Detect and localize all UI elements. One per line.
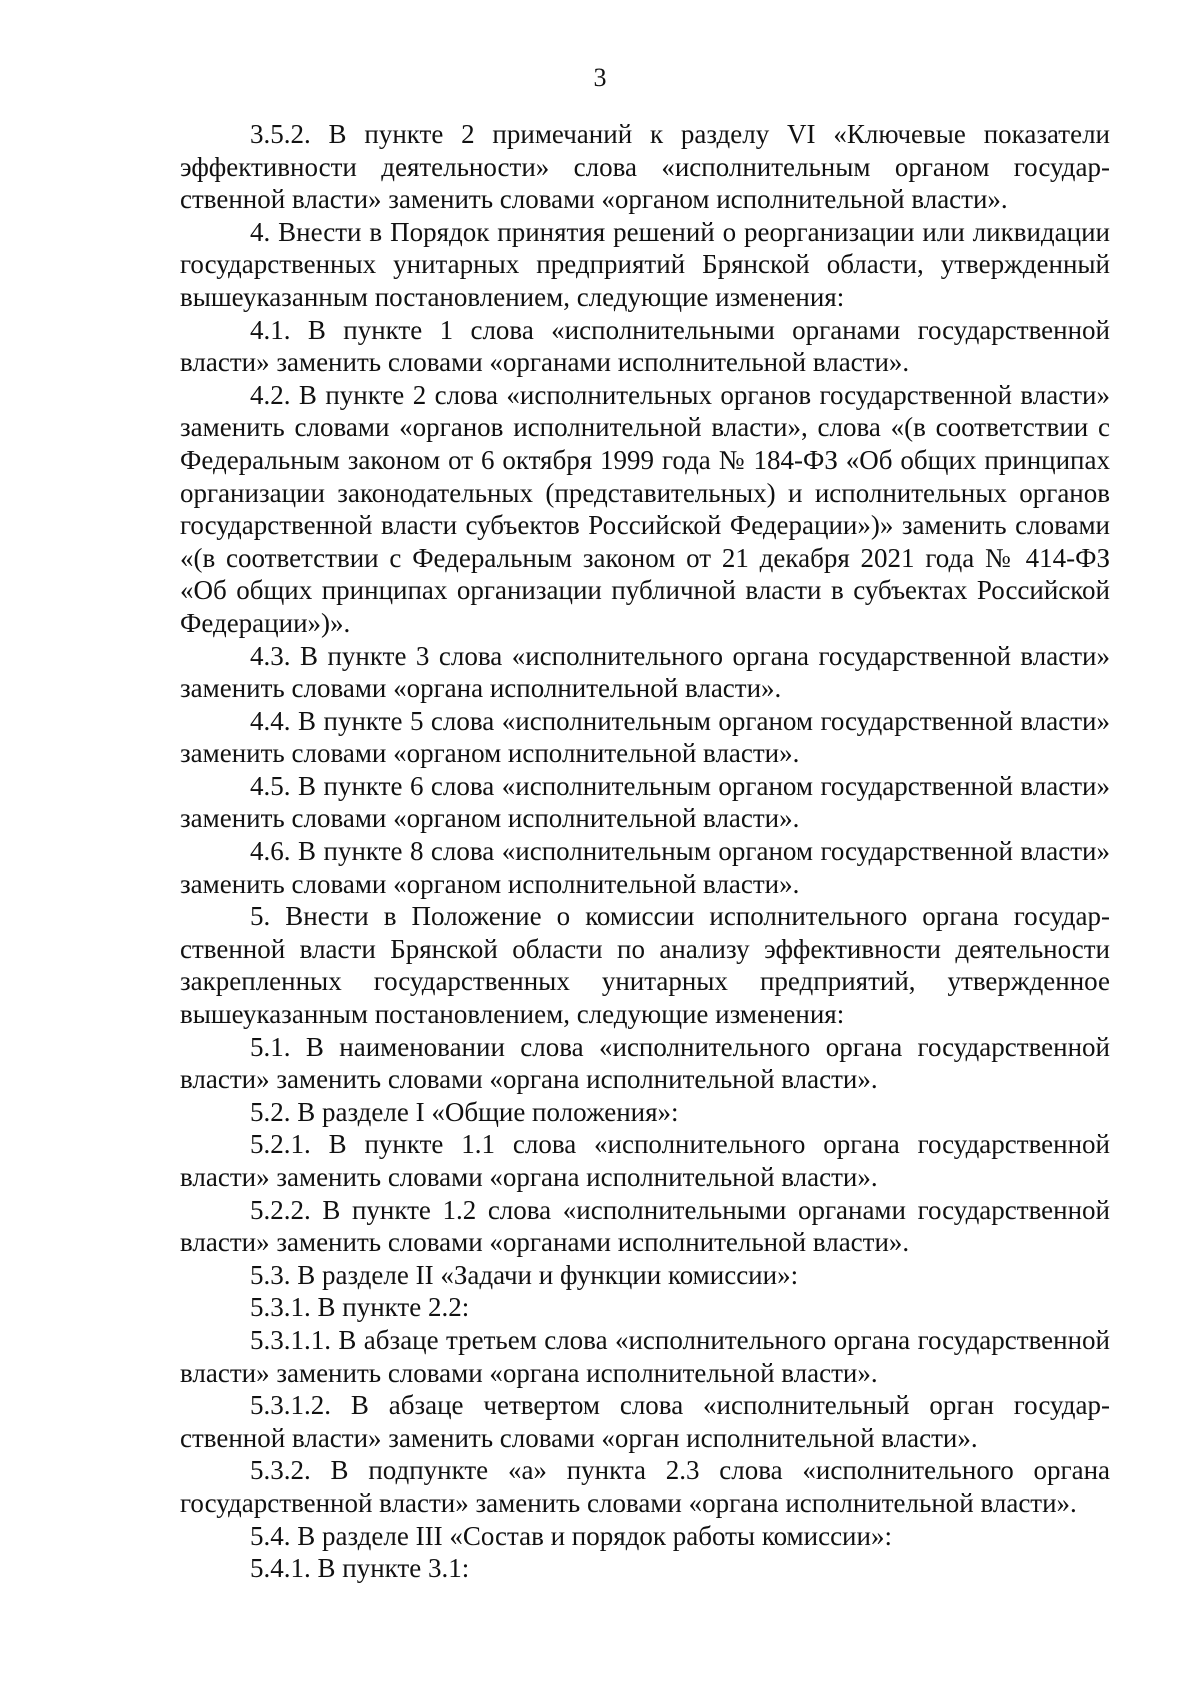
paragraph-4-3: 4.3. В пункте 3 слова «исполнительного органа государственной власти» заменить словами «органа исполнительной власти».	[180, 640, 1110, 704]
paragraph-5-2-1: 5.2.1. В пункте 1.1 слова «исполнительного органа государственной власти» заменить словами «органа исполнительной власти».	[180, 1129, 1110, 1192]
paragraph-3-5-2: 3.5.2. В пункте 2 примечаний к разделу VI «Ключевые показатели эффективности деятельности» слова «исполнительным органом государственной власти» заменить словами «органом исполнительной власти».	[180, 119, 1110, 215]
page-number: 3	[593, 63, 607, 92]
paragraph-5-3-2: 5.3.2. В подпункте «а» пункта 2.3 слова «исполнительного органа государственной власти» заменить словами «органа исполнительной власти».	[180, 1455, 1110, 1518]
paragraph-4-6: 4.6. В пункте 8 слова «исполнительным органом государственной власти» заменить словами «органом исполнительной власти».	[180, 836, 1110, 899]
paragraph-5-3-1-1: 5.3.1.1. В абзаце третьем слова «исполнительного органа государственной власти» заменить словами «органа исполнительной власти».	[180, 1324, 1110, 1388]
paragraph-4-2: 4.2. В пункте 2 слова «исполнительных органов государственной власти» заменить словами «органов исполнительной власти», слова «(в соответствии с Федеральным законом от 6 октября 1999 года № 184-ФЗ «Об общих принципах организации законодательных (представительных) и исполнительных органов государственной власти субъектов Российской Федерации»)» заменить словами «(в соответствии с Федеральным законом от 21 декабря 2021 года № 414-ФЗ «Об общих принципах организации публичной власти в субъектах Российской Федерации»)».	[180, 379, 1110, 638]
paragraph-5-3-1: 5.3.1. В пункте 2.2:	[250, 1292, 470, 1323]
paragraph-5: 5. Внести в Положение о комиссии исполнительного органа государственной власти Брянской области по анализу эффективности деятельности закрепленных государственных унитарных предприятий, утвержденное вышеуказанным постановлением, следующие изменения:	[180, 901, 1110, 1030]
paragraph-5-3-1-2: 5.3.1.2. В абзаце четвертом слова «исполнительный орган государственной власти» заменить словами «орган исполнительной власти».	[180, 1390, 1110, 1453]
paragraph-4: 4. Внести в Порядок принятия решений о реорганизации или ликвидации государственных унитарных предприятий Брянской области, утвержденный вышеуказанным постановлением, следующие изменения:	[180, 216, 1110, 312]
paragraph-4-5: 4.5. В пункте 6 слова «исполнительным органом государственной власти» заменить словами «органом исполнительной власти».	[180, 770, 1110, 834]
paragraph-5-3: 5.3. В разделе II «Задачи и функции комиссии»:	[250, 1259, 799, 1290]
paragraph-4-1: 4.1. В пункте 1 слова «исполнительными органами государственной власти» заменить словами «органами исполнительной власти».	[180, 314, 1110, 378]
paragraph-5-2: 5.2. В разделе I «Общие положения»:	[250, 1096, 679, 1127]
paragraph-5-1: 5.1. В наименовании слова «исполнительного органа государственной власти» заменить словами «органа исполнительной власти».	[180, 1031, 1110, 1095]
paragraph-4-4: 4.4. В пункте 5 слова «исполнительным органом государственной власти» заменить словами «органом исполнительной власти».	[180, 705, 1110, 769]
paragraph-5-2-2: 5.2.2. В пункте 1.2 слова «исполнительными органами государственной власти» заменить словами «органами исполнительной власти».	[180, 1194, 1110, 1258]
paragraph-5-4: 5.4. В разделе III «Состав и порядок работы комиссии»:	[250, 1520, 892, 1551]
paragraph-5-4-1: 5.4.1. В пункте 3.1:	[250, 1553, 470, 1584]
document-body	[180, 118, 1110, 1585]
